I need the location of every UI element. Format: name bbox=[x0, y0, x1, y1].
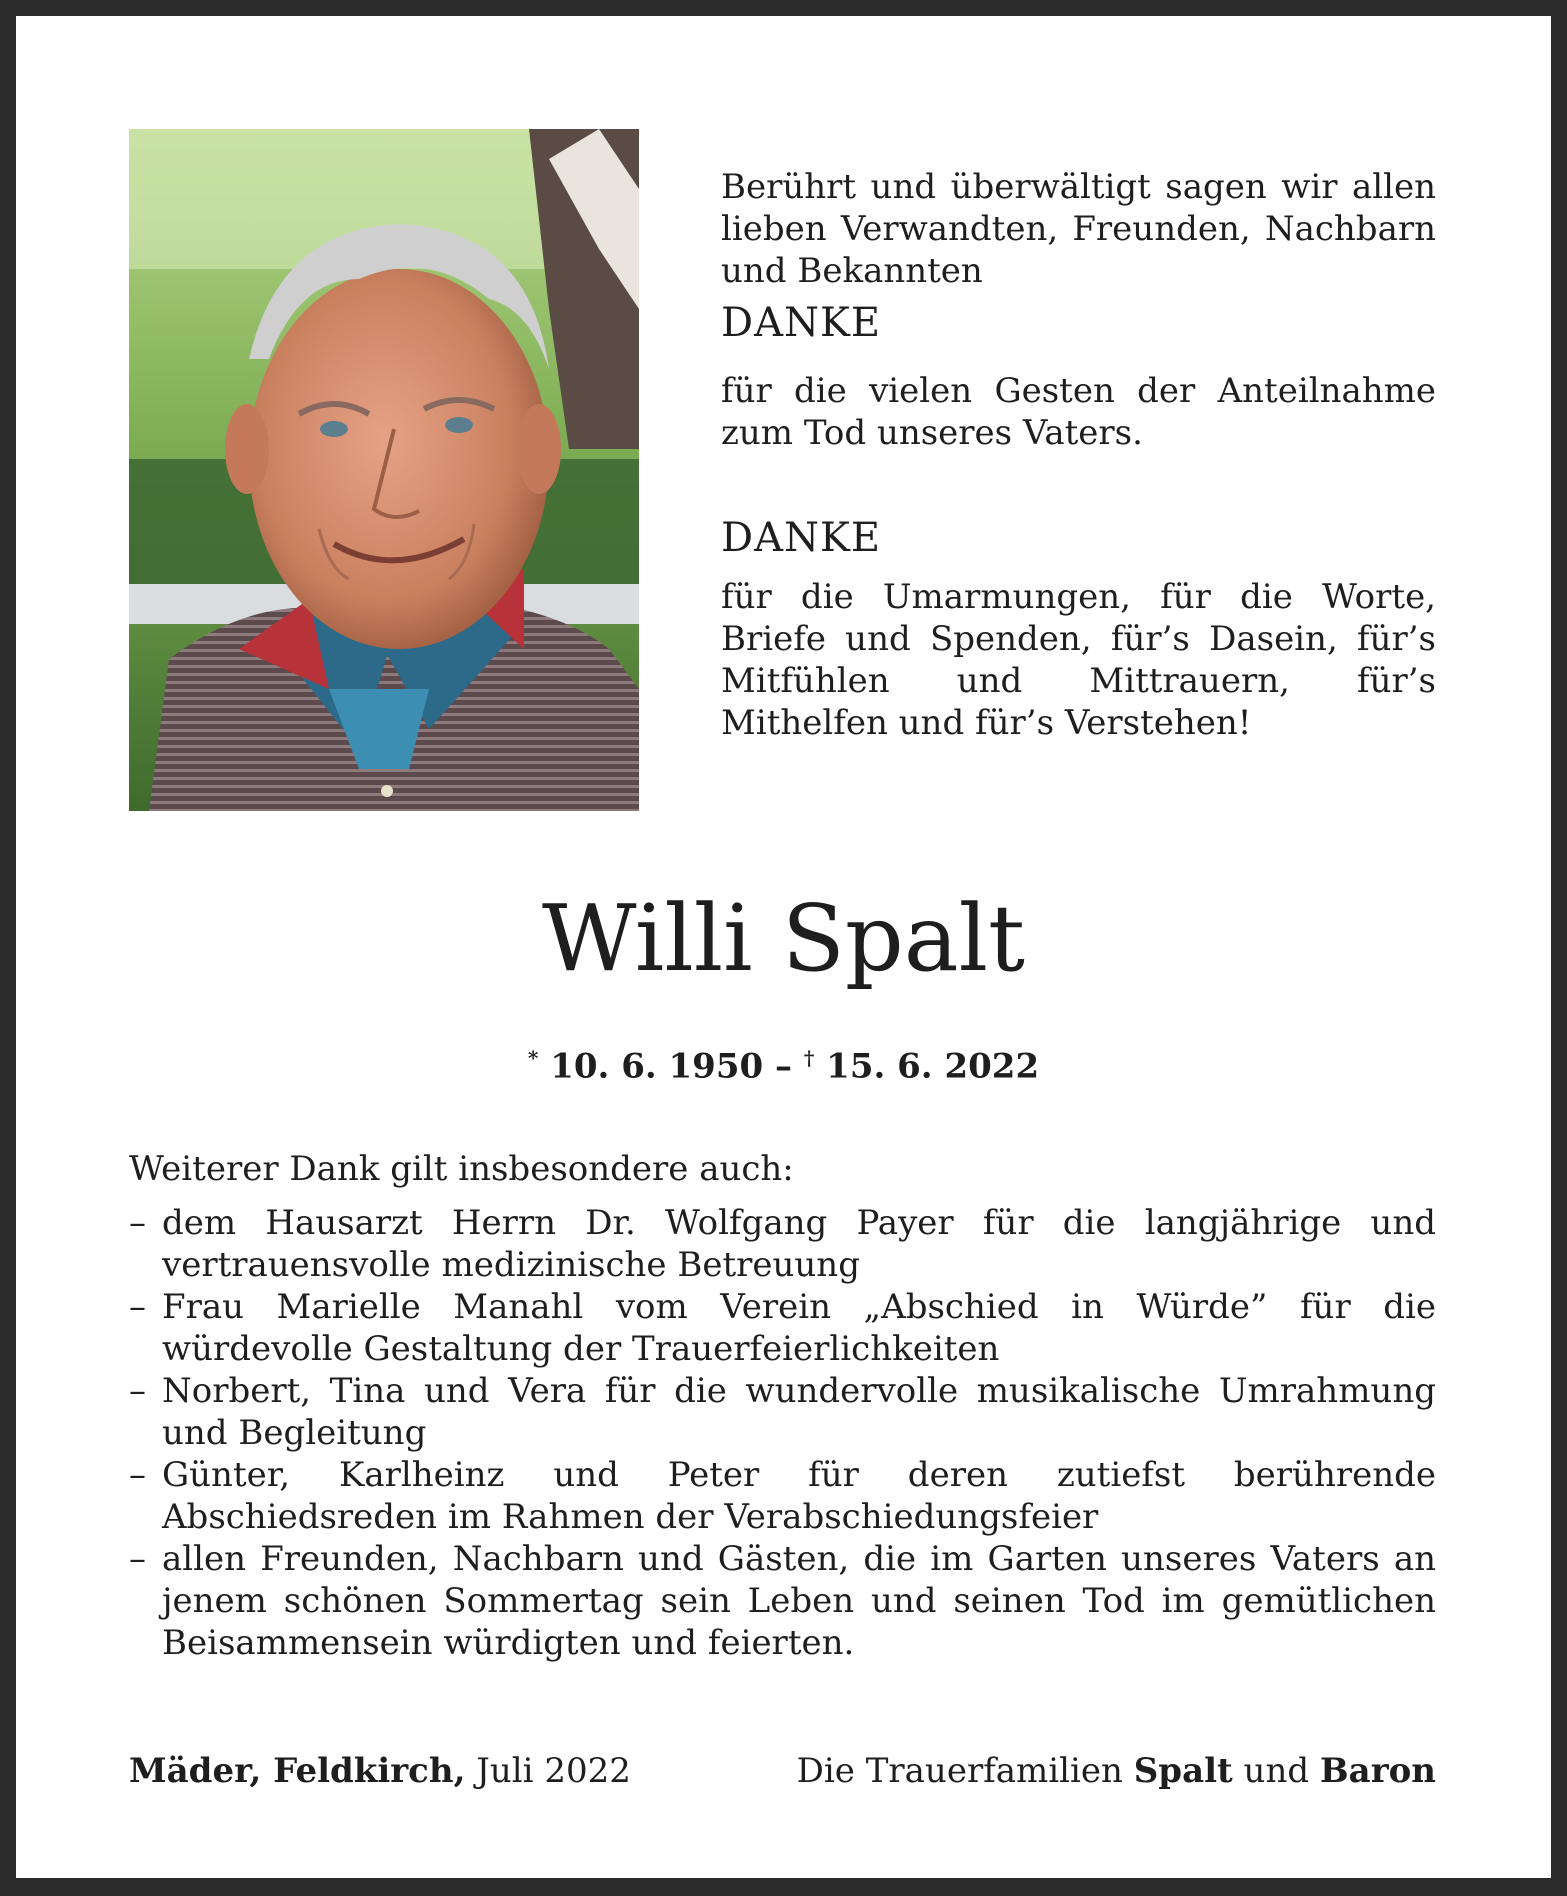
date-separator: – bbox=[775, 1046, 792, 1087]
footer-date: Juli 2022 bbox=[476, 1751, 631, 1791]
life-dates bbox=[16, 1036, 1551, 1088]
list-dash: – bbox=[129, 1287, 146, 1327]
danke-text-1: für die vielen Gesten der Anteilnahme zum Tod unseres Vaters. bbox=[721, 371, 1436, 453]
deceased-name: Willi Spalt bbox=[541, 885, 1026, 992]
list-item bbox=[129, 1370, 1436, 1454]
danke-heading-2: DANKE bbox=[721, 515, 882, 561]
list-item-text: dem Hausarzt Herrn Dr. Wolfgang Payer für die langjährige und vertrauensvolle medizinische Betreuung bbox=[162, 1203, 1436, 1285]
list-item bbox=[129, 1202, 1436, 1286]
footer-family bbox=[797, 1749, 1436, 1793]
list-item-text: Günter, Karlheinz und Peter für deren zutiefst berührende Abschiedsreden im Rahmen der Verabschiedungsfeier bbox=[162, 1455, 1436, 1537]
death-symbol: † bbox=[803, 1046, 815, 1070]
thanks-lead: Weiterer Dank gilt insbesondere auch: bbox=[129, 1149, 794, 1189]
family-name-1: Spalt bbox=[1133, 1751, 1233, 1791]
portrait-photo bbox=[129, 129, 639, 811]
danke-text-2: für die Umarmungen, für die Worte, Briefe und Spenden, für’s Dasein, für’s Mitfühlen und Mittrauern, für’s Mithelfen und für’s Verstehen! bbox=[721, 577, 1436, 743]
list-dash: – bbox=[129, 1371, 146, 1411]
obituary-page bbox=[16, 16, 1551, 1878]
list-item-text: Norbert, Tina und Vera für die wundervolle musikalische Umrahmung und Begleitung bbox=[162, 1371, 1436, 1453]
thanks-list bbox=[129, 1202, 1436, 1664]
birth-date: 10. 6. 1950 bbox=[550, 1046, 764, 1087]
family-name-2: Baron bbox=[1319, 1751, 1436, 1791]
birth-symbol: * bbox=[527, 1046, 539, 1070]
family-joiner: und bbox=[1243, 1751, 1310, 1791]
footer-place: Mäder, Feldkirch, bbox=[129, 1751, 466, 1791]
footer-place-date bbox=[129, 1749, 631, 1793]
list-item bbox=[129, 1538, 1436, 1664]
list-dash: – bbox=[129, 1539, 146, 1579]
intro-text: Berührt und überwältigt sagen wir allen lieben Verwandten, Freunden, Nachbarn und Bekannten bbox=[721, 167, 1436, 291]
death-date: 15. 6. 2022 bbox=[826, 1046, 1040, 1087]
list-item bbox=[129, 1286, 1436, 1370]
list-item-text: Frau Marielle Manahl vom Verein „Abschied in Würde” für die würdevolle Gestaltung der Trauerfeierlichkeiten bbox=[162, 1287, 1436, 1369]
portrait-illustration bbox=[129, 129, 639, 811]
danke-heading-1: DANKE bbox=[721, 300, 882, 346]
list-dash: – bbox=[129, 1203, 146, 1243]
list-item-text: allen Freunden, Nachbarn und Gästen, die im Garten unseres Vaters an jenem schönen Sommertag sein Leben und seinen Tod im gemütlichen Beisammensein würdigten und feierten. bbox=[162, 1539, 1436, 1663]
family-prefix: Die Trauerfamilien bbox=[796, 1751, 1123, 1791]
list-dash: – bbox=[129, 1455, 146, 1495]
list-item bbox=[129, 1454, 1436, 1538]
